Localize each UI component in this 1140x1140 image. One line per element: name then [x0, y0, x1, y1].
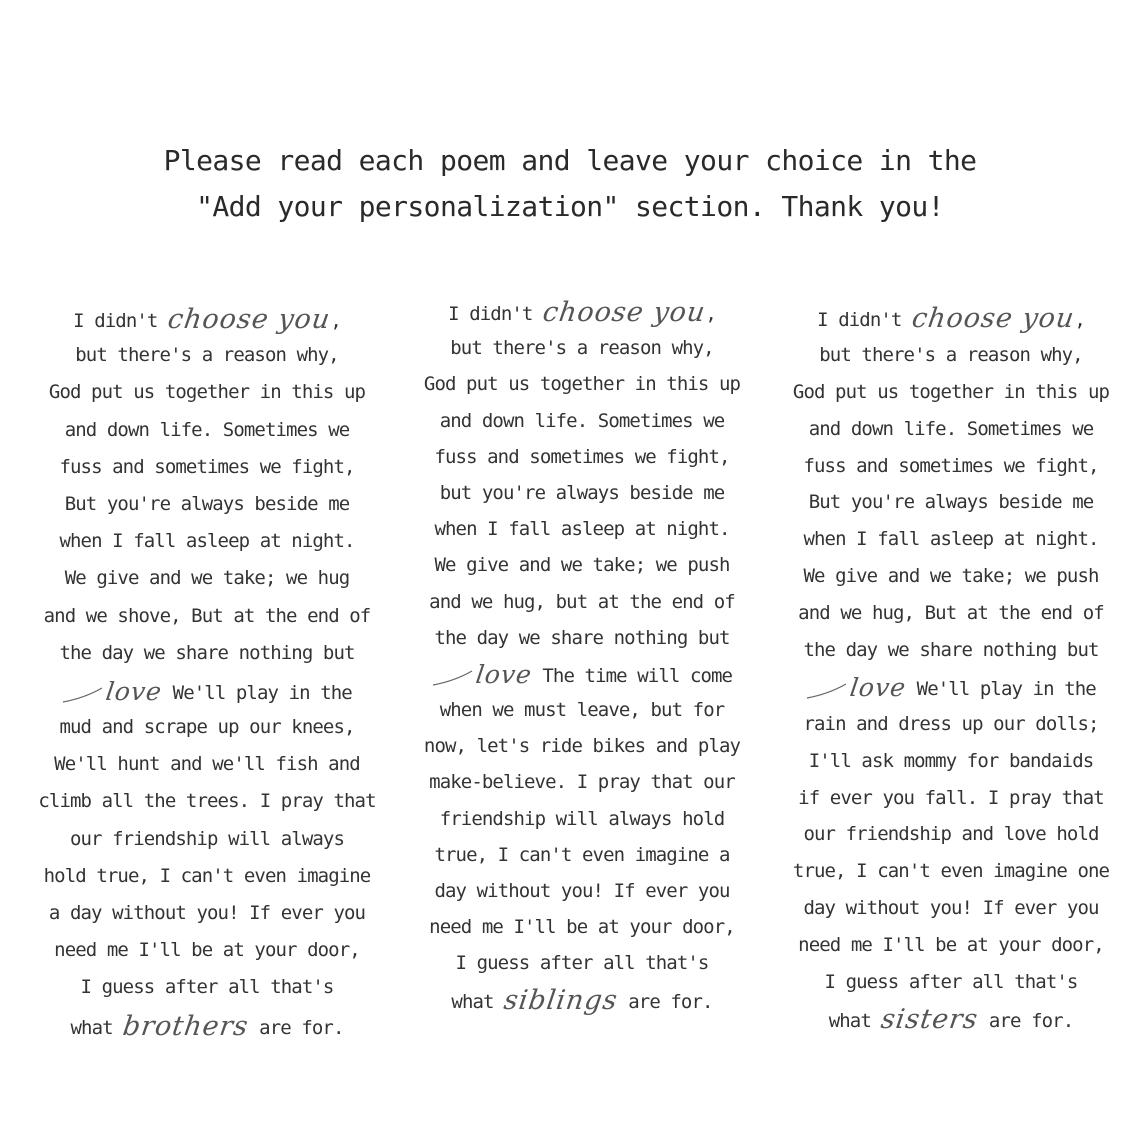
poem-line: and we hug, But at the end of [798, 602, 1104, 625]
poem-line: but you're always beside me [439, 481, 725, 504]
script-word-relation: siblings [502, 984, 620, 1016]
poem-line: but there's a reason why, [450, 337, 714, 360]
script-word-love: love [848, 672, 909, 702]
script-word-relation: brothers [121, 1010, 251, 1042]
poem-line: I guess after all that's [455, 952, 709, 975]
poem-text: are for. [248, 1016, 344, 1039]
poem-line: the day we share nothing but [434, 626, 730, 649]
poem-text: are for. [978, 1009, 1074, 1032]
poem-line: but there's a reason why, [75, 344, 339, 367]
poem-line: the day we share nothing but [803, 639, 1099, 662]
poem-line: true, I can't even imagine one [792, 860, 1110, 883]
poem-line [37, 672, 377, 709]
poem-text: The time will come [531, 664, 733, 687]
script-word-choose-you: choose you [540, 297, 708, 328]
poem-line [781, 1001, 1121, 1038]
poem-line: our friendship will always [69, 827, 344, 850]
poem-line [781, 300, 1121, 337]
poem-line: and we shove, But at the end of [43, 604, 371, 627]
poem-line [412, 982, 752, 1018]
poem-text: what [70, 1016, 124, 1039]
poem-text: , [330, 310, 341, 332]
poem-line: But you're always beside me [64, 492, 350, 515]
poem-line: need me I'll be at your door, [429, 916, 735, 939]
poem-line: climb all the trees. I pray that [38, 790, 376, 813]
poem-text: We'll play in the [906, 677, 1096, 700]
poem-line: mud and scrape up our knees, [59, 716, 355, 739]
poem-line: I guess after all that's [80, 976, 334, 999]
poem-line: fuss and sometimes we fight, [434, 445, 730, 468]
poem-siblings [412, 294, 752, 1018]
poem-line: when I fall asleep at night. [59, 530, 355, 553]
poem-line: We give and we take; we push [803, 565, 1099, 588]
poem-line: and down life. Sometimes we [808, 417, 1094, 440]
swash-flourish-icon [432, 665, 474, 687]
poem-line: day without you! If ever you [803, 897, 1099, 920]
poem-line: and down life. Sometimes we [64, 418, 350, 441]
poem-text: , [705, 303, 716, 325]
poem-line: need me I'll be at your door, [798, 934, 1104, 957]
script-word-love: love [104, 676, 165, 706]
poem-line: We'll hunt and we'll fish and [54, 753, 360, 776]
poem-line: need me I'll be at your door, [54, 939, 360, 962]
poem-text: what [451, 990, 505, 1013]
poem-line: when I fall asleep at night. [434, 518, 730, 541]
poem-line: and down life. Sometimes we [439, 409, 725, 432]
poem-line [781, 669, 1121, 706]
poem-line: true, I can't even imagine a [434, 843, 730, 866]
script-word-relation: sisters [879, 1003, 981, 1035]
poem-line: the day we share nothing but [59, 641, 355, 664]
poem-line: I guess after all that's [824, 971, 1078, 994]
poem-text: We'll play in the [162, 681, 352, 704]
instructions-line-1: Please read each poem and leave your choice in the [163, 144, 977, 177]
poem-line: God put us together in this up [48, 381, 366, 404]
poem-line: when I fall asleep at night. [803, 528, 1099, 551]
poem-line: God put us together in this up [423, 373, 741, 396]
poem-line: We give and we take; we push [434, 554, 730, 577]
script-word-choose-you: choose you [909, 303, 1077, 334]
script-word-choose-you: choose you [165, 304, 333, 335]
instructions-line-2: "Add your personalization" section. Thank you! [196, 190, 944, 223]
poem-line: friendship will always hold [439, 807, 725, 830]
script-word-love: love [473, 659, 534, 689]
poem-line [37, 1007, 377, 1044]
poem-line [412, 656, 752, 692]
poem-line: when we must leave, but for [439, 699, 725, 722]
poem-text: I didn't [73, 310, 168, 332]
poem-line: make-believe. I pray that our [429, 771, 735, 794]
poem-text: I didn't [817, 309, 912, 331]
poem-text: I didn't [448, 303, 543, 325]
poem-line: rain and dress up our dolls; [803, 712, 1099, 735]
poem-line: but there's a reason why, [819, 343, 1083, 366]
poem-line [37, 300, 377, 337]
poem-line: our friendship and love hold [803, 823, 1099, 846]
poem-line [412, 294, 752, 330]
instructions-header [0, 138, 1140, 230]
poem-line: and we hug, but at the end of [429, 590, 735, 613]
swash-flourish-icon [806, 678, 848, 700]
poem-line: day without you! If ever you [434, 880, 730, 902]
poem-line: if ever you fall. I pray that [798, 786, 1104, 809]
poem-line: fuss and sometimes we fight, [59, 455, 355, 478]
poem-text: what [828, 1009, 882, 1032]
poem-line: now, let's ride bikes and play [423, 735, 741, 758]
poem-brothers [37, 300, 377, 1044]
poem-text: are for. [617, 990, 713, 1013]
poem-line: fuss and sometimes we fight, [803, 454, 1099, 477]
poem-sisters [781, 300, 1121, 1038]
poem-line: But you're always beside me [808, 491, 1094, 514]
poem-line: I'll ask mommy for bandaids [808, 749, 1094, 772]
swash-flourish-icon [62, 682, 104, 704]
poem-line: We give and we take; we hug [64, 567, 350, 590]
poem-line: a day without you! If ever you [48, 902, 366, 924]
poem-text: , [1074, 309, 1085, 331]
poem-line: hold true, I can't even imagine [43, 864, 371, 887]
poem-line: God put us together in this up [792, 380, 1110, 403]
